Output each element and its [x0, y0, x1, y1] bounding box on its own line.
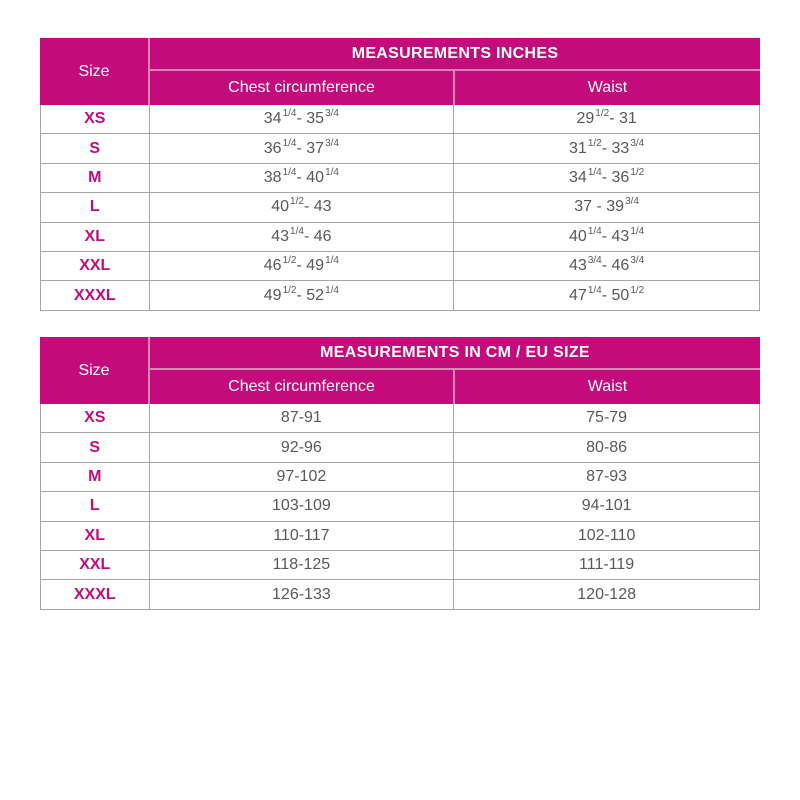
column-header-waist: Waist [587, 378, 628, 395]
chest-value-cell: 34 1/4 - 35 3/4 [150, 105, 455, 133]
table-row [41, 134, 759, 163]
cm-group-header: MEASUREMENTS IN CM / EU SIZE [150, 337, 760, 370]
waist-value-cell: 47 1/4 - 50 1/2 [569, 284, 645, 304]
size-cell: S [41, 134, 150, 162]
size-cell: XXL [41, 551, 150, 579]
chest-value-cell: 87-91 [150, 404, 455, 432]
waist-value-cell: 37 - 39 3/4 [574, 196, 639, 216]
chest-value-cell: 38 1/4 - 40 1/4 [150, 164, 455, 192]
fraction-superscript: 1/4 [325, 284, 339, 296]
fraction-superscript: 1/2 [282, 284, 297, 296]
waist-value-cell: 102-110 [577, 526, 636, 544]
waist-value-cell: 31 1/2 - 33 3/4 [569, 137, 645, 157]
inches-table-header [40, 38, 760, 105]
waist-value-cell: 43 3/4 - 46 3/4 [569, 255, 645, 275]
fraction-superscript: 1/4 [282, 137, 297, 149]
table-row [41, 463, 759, 492]
size-column-header: Size [40, 38, 150, 105]
chest-value-cell: 92-96 [150, 433, 455, 461]
fraction-superscript: 1/4 [325, 255, 339, 267]
size-cell: XL [41, 223, 150, 251]
chest-value-cell: 103-109 [150, 492, 455, 520]
cm-table-body [40, 404, 760, 610]
inches-table-body [40, 105, 760, 311]
chest-value-cell: 110-117 [150, 522, 455, 550]
fraction-superscript: 1/2 [595, 108, 610, 120]
chest-value-cell: 126-133 [150, 580, 455, 608]
fraction-superscript: 3/4 [630, 255, 645, 267]
fraction-superscript: 1/2 [587, 137, 602, 149]
table-row [41, 551, 759, 580]
chest-value-cell: 118-125 [150, 551, 455, 579]
size-cell: XXXL [41, 580, 150, 608]
chest-value-cell: 97-102 [150, 463, 455, 491]
table-row [41, 404, 759, 433]
fraction-superscript: 1/2 [290, 196, 304, 208]
table-row [41, 522, 759, 551]
waist-value-cell: 120-128 [577, 585, 636, 603]
size-cell: XL [41, 522, 150, 550]
size-column-header: Size [40, 337, 150, 404]
fraction-superscript: 1/4 [325, 166, 339, 178]
table-row [41, 433, 759, 462]
size-cell: L [41, 193, 150, 221]
fraction-superscript: 1/4 [587, 166, 602, 178]
column-header-chest: Chest circumference [150, 370, 455, 404]
column-header-waist: Waist [587, 79, 628, 96]
waist-value-cell: 75-79 [586, 409, 628, 427]
table-row [41, 580, 759, 609]
waist-value-cell: 80-86 [586, 438, 628, 456]
fraction-superscript: 1/4 [290, 225, 304, 237]
size-cell: L [41, 492, 150, 520]
table-row [41, 281, 759, 310]
size-cell: XXXL [41, 281, 150, 309]
table-row [41, 193, 759, 222]
table-row [41, 223, 759, 252]
waist-value-cell: 34 1/4 - 36 1/2 [569, 166, 645, 186]
chest-value-cell: 36 1/4 - 37 3/4 [150, 134, 455, 162]
fraction-superscript: 1/4 [587, 284, 602, 296]
table-row [41, 492, 759, 521]
size-cell: XS [41, 105, 150, 133]
inches-group-header: MEASUREMENTS INCHES [150, 38, 760, 71]
size-cell: XXL [41, 252, 150, 280]
fraction-superscript: 3/4 [625, 196, 639, 208]
chest-value-cell: 40 1/2 - 43 [150, 193, 455, 221]
table-row [41, 105, 759, 134]
fraction-superscript: 3/4 [325, 108, 339, 120]
waist-value-cell: 94-101 [581, 497, 632, 515]
size-cell: M [41, 164, 150, 192]
fraction-superscript: 1/2 [282, 255, 297, 267]
fraction-superscript: 1/2 [630, 284, 645, 296]
fraction-superscript: 1/4 [282, 166, 297, 178]
table-row [41, 164, 759, 193]
fraction-superscript: 1/4 [587, 225, 602, 237]
waist-value-cell: 29 1/2 - 31 [576, 108, 637, 128]
chest-value-cell: 43 1/4 - 46 [150, 223, 455, 251]
size-cell: M [41, 463, 150, 491]
measurements-cm-table [40, 337, 760, 610]
fraction-superscript: 3/4 [587, 255, 602, 267]
waist-value-cell: 111-119 [579, 556, 635, 574]
fraction-superscript: 1/4 [630, 225, 645, 237]
fraction-superscript: 3/4 [630, 137, 645, 149]
chest-value-cell: 46 1/2 - 49 1/4 [150, 252, 455, 280]
fraction-superscript: 1/4 [282, 108, 297, 120]
measurements-inches-table [40, 38, 760, 311]
column-header-chest: Chest circumference [150, 71, 455, 105]
fraction-superscript: 1/2 [630, 166, 645, 178]
chest-value-cell: 49 1/2 - 52 1/4 [150, 281, 455, 309]
waist-value-cell: 40 1/4 - 43 1/4 [569, 225, 645, 245]
fraction-superscript: 3/4 [325, 137, 339, 149]
waist-value-cell: 87-93 [586, 467, 628, 485]
size-cell: XS [41, 404, 150, 432]
table-row [41, 252, 759, 281]
size-cell: S [41, 433, 150, 461]
cm-table-header [40, 337, 760, 404]
